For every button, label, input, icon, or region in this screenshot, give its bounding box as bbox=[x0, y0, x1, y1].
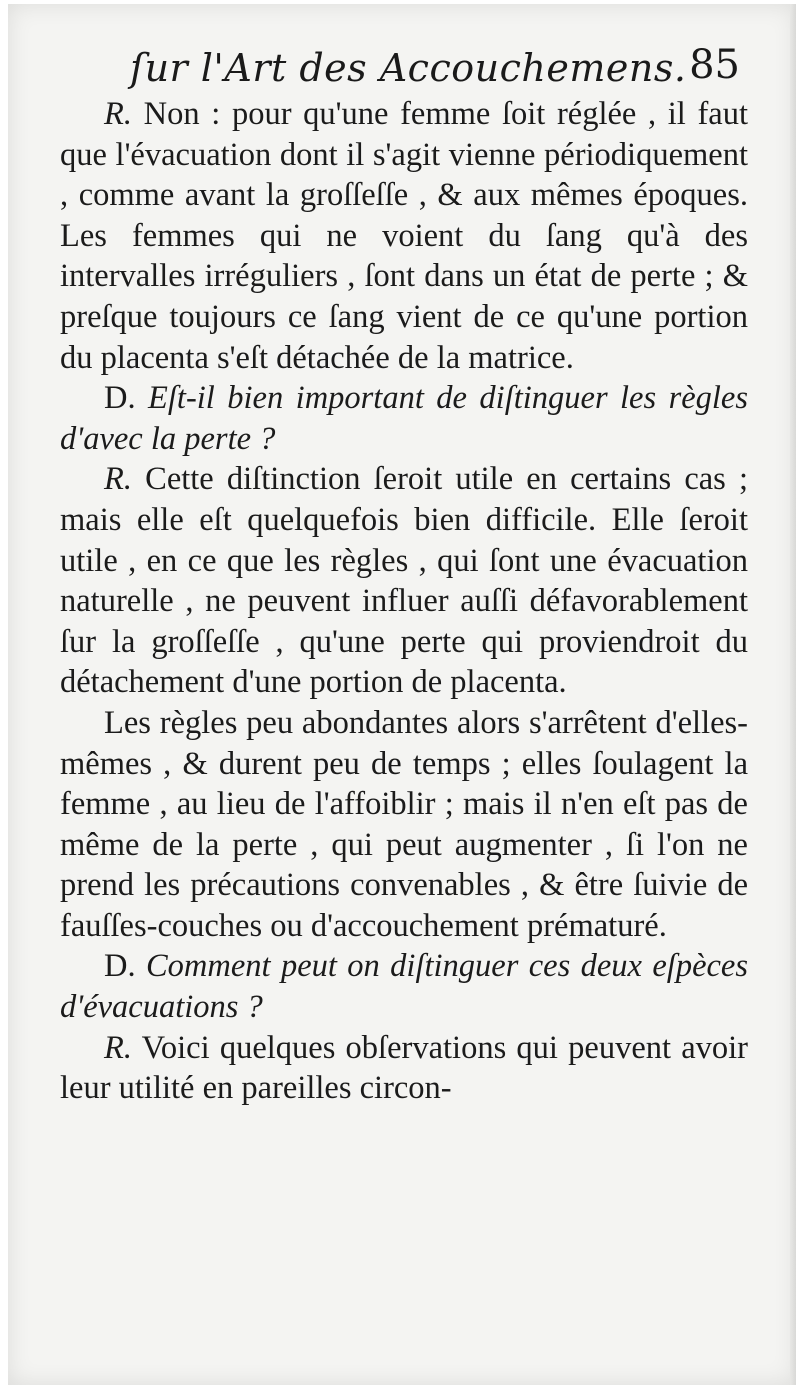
question-paragraph bbox=[60, 378, 748, 459]
speaker-label: R. bbox=[104, 1029, 132, 1066]
answer-paragraph bbox=[60, 94, 748, 378]
paragraph-text: Comment peut on diſtinguer ces deux eſpèces d'évacuations ? bbox=[60, 948, 748, 1026]
speaker-label: R. bbox=[104, 96, 132, 132]
answer-paragraph bbox=[60, 459, 748, 703]
page-header bbox=[104, 40, 764, 96]
running-title: ſur l'Art des Accouchemens. bbox=[130, 46, 687, 90]
speaker-label: D. bbox=[104, 948, 136, 985]
body-paragraph bbox=[60, 703, 748, 947]
body-text bbox=[60, 94, 748, 1109]
paragraph-text: Cette diſtinction ſeroit utile en certains cas ; mais elle eſt quelquefois bien difficile. Elle ſeroit utile , en ce que les règles , qui ſont une évacuation naturelle , ne peuvent influer auſſi défavorablement ſur la groſſeſſe , qu'une perte qui proviendroit du détachement d'une portion de placenta. bbox=[60, 461, 749, 701]
speaker-label: R. bbox=[104, 461, 132, 498]
question-paragraph bbox=[60, 946, 748, 1027]
page-edge bbox=[790, 4, 796, 1385]
paragraph-text: Eſt-il bien important de diſtinguer les règles d'avec la perte ? bbox=[60, 380, 748, 457]
page-number: 85 bbox=[689, 42, 740, 88]
book-page bbox=[8, 4, 796, 1385]
paragraph-text: Les règles peu abondantes alors s'arrêtent d'elles-mêmes , & durent peu de temps ; elles ſoulagent la femme , au lieu de l'affoiblir ; mais il n'en eſt pas de même de la perte , qui peut augmenter , ſi l'on ne prend les précautions convenables , & être ſuivie de fauſſes-couches ou d'accouchement prématuré. bbox=[60, 704, 748, 944]
paragraph-text: Non : pour qu'une femme ſoit réglée , il faut que l'évacuation dont il s'agit vienne périodiquement , comme avant la groſſeſſe , & aux mêmes époques. Les femmes qui ne voient du ſang qu'à des intervalles irréguliers , ſont dans un état de perte ; & preſque toujours ce ſang vient de ce qu'une portion du placenta s'eſt détachée de la matrice. bbox=[60, 96, 749, 376]
paragraph-text: Voici quelques obſervations qui peuvent avoir leur utilité en pareilles circon- bbox=[60, 1029, 749, 1107]
answer-paragraph bbox=[60, 1028, 748, 1109]
speaker-label: D. bbox=[104, 380, 136, 417]
